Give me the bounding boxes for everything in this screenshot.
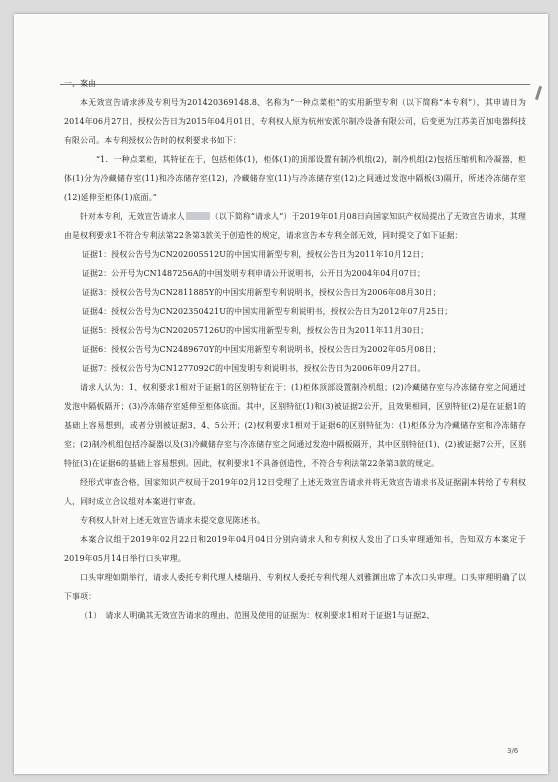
paragraph-oral-hearing: 口头审理如期举行，请求人委托专利代理人楼瑞丹、专利权人委托专利代理人刘雅渊出席了本次口头审理。口头审理明确了以下事项： — [64, 573, 526, 601]
corner-mark — [535, 86, 542, 100]
request-text-start: 针对本专利，无效宣告请求人 — [80, 212, 185, 221]
section-title: 一、案由 — [64, 79, 97, 88]
evidence-item-5: 证据5：授权公告号为CN202057126U的中国实用新型专利，授权公告日为2011年11月30日； — [82, 326, 429, 335]
evidence-item-7: 证据7：授权公告号为CN1277092C的中国发明专利说明书，授权公告日为2006年09月27日。 — [82, 364, 426, 373]
evidence-item-4: 证据4：授权公告号为CN202350421U的中国实用新型专利说明书，授权公告日为2012年07月25日； — [82, 307, 453, 316]
paragraph-case-intro: 本无效宣告请求涉及专利号为201420369148.8、名称为“一种点菜柜”的实用新型专利（以下简称“本专利”），其申请日为2014年06月27日，授权公告日为2015年04月01日，专利权人原为杭州安派尔制冷设备有限公司，后变更为江苏美百加电器科技有限公司。本专利授权公告时的权利要求书如下： — [64, 98, 526, 145]
evidence-item-6: 证据6：授权公告号为CN2489670Y的中国实用新型专利说明书，授权公告日为2002年05月08日； — [82, 345, 441, 354]
evidence-item-3: 证据3：授权公告号为CN2811885Y的中国实用新型专利说明书，授权公告日为2006年08月30日； — [82, 288, 441, 297]
request-text-end: （以下简称“请求人”）于2019年01月08日向国家知识产权局提出了无效宣告请求，其理由是权利要求1不符合专利法第22条第3款关于创造性的规定，请求宣告本专利全部无效，同时提交了如下证据： — [64, 212, 527, 240]
paragraph-oral-hearing-notice: 本案合议组于2019年02月22日和2019年04月04日分别向请求人和专利权人发出了口头审理通知书，告知双方本案定于2019年05月14日举行口头审理。 — [64, 535, 526, 563]
evidence-item-2: 证据2：公开号为CN1487256A的中国发明专利申请公开说明书，公开日为2004年04月07日； — [82, 269, 426, 278]
evidence-item-1: 证据1：授权公告号为CN202005512U的中国实用新型专利，授权公告日为2011年10月12日； — [82, 250, 429, 259]
paragraph-petitioner-argument: 请求人认为：1、权利要求1相对于证据1的区别特征在于：(1)柜体顶部设置制冷机组；(2)冷藏储存室与冷冻储存室之间通过发泡中隔板隔开；(3)冷冻储存室延伸至柜体底面。其中，区别特征(1)和(3)被证据2公开，且效果相同，区别特征(2)是在证据1的基础上容易想到，或者分别被证据3、4、5公开；(2)权利要求1相对于证据6的区别特征为：(1)柜体分为冷藏储存室和冷冻储存室；(2)制冷机组包括冷凝器以及(3)冷藏储存室与冷冻储存室之间通过发泡中隔板隔开，其中区别特征(1)、(2)被证据7公开，区别特征(3)在证据6的基础上容易想到。因此，权利要求1不具备创造性，不符合专利法第22条第3款的规定。 — [64, 383, 526, 468]
paragraph-no-response: 专利权人针对上述无效宣告请求未提交意见陈述书。 — [80, 516, 265, 525]
paragraph-item-1: （1） 请求人明确其无效宣告请求的理由、范围及使用的证据为：权利要求1相对于证据1与证据2、 — [80, 611, 435, 620]
document-body — [64, 74, 526, 625]
paragraph-formal-review: 经形式审查合格，国家知识产权局于2019年02月12日受理了上述无效宣告请求并将无效宣告请求书及证据副本转给了专利权人，同时成立合议组对本案进行审查。 — [64, 478, 526, 506]
paragraph-request — [64, 207, 526, 245]
redacted-name — [186, 212, 210, 220]
claim-quote: “1．一种点菜柜，其特征在于，包括柜体(1)，柜体(1)的顶部设置有制冷机组(2)，制冷机组(2)包括压缩机和冷凝器，柜体(1)分为冷藏储存室(11)和冷冻储存室(12)，冷藏储存室(11)与冷冻储存室(12)之间通过发泡中隔板(3)隔开，所述冷冻储存室(12)延伸至柜体(1)底面。” — [64, 155, 526, 202]
document-page — [14, 14, 548, 774]
page-number: 3/6 — [507, 747, 519, 755]
